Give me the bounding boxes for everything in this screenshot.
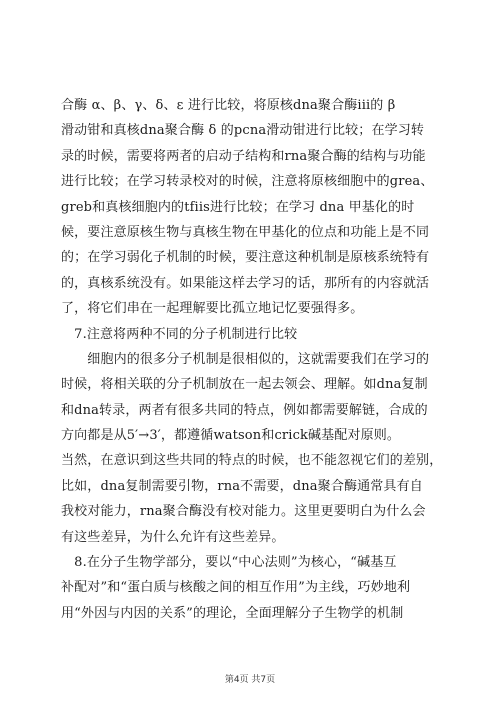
text-line: greb和真核细胞内的tfiis进行比较；在学习 dna 甲基化的时	[61, 199, 415, 215]
page-number-footer: 第4页 共7页	[224, 675, 276, 685]
text-line: 比如，dna复制需要引物，rna不需要，dna聚合酶通常具有自	[61, 478, 423, 494]
text-line: 用“外因与内因的关系”的理论，全面理解分子生物学的机制	[61, 605, 404, 621]
text-line: 进行比较；在学习转录校对的时候，注意将原核细胞中的grea、	[61, 174, 434, 190]
body-text	[61, 93, 446, 626]
text-line: 和dna转录，两者有很多共同的特点，例如都需要解链，合成的	[61, 402, 428, 418]
text-line: 候，要注意原核生物与真核生物在甲基化的位点和功能上是不同	[61, 224, 430, 240]
text-line: 合酶 α、β、γ、δ、ε 进行比较，将原核dna聚合酶iii的 β	[61, 98, 396, 113]
text-line: 补配对”和“蛋白质与核酸之间的相互作用”为主线，巧妙地利	[61, 580, 411, 596]
text-line: 录的时候，需要将两者的启动子结构和rna聚合酶的结构与功能	[61, 148, 426, 164]
text-line: 方向都是从5′→3′，都遵循watson和crick碱基配对原则。	[61, 428, 401, 444]
text-line: 滑动钳和真核dna聚合酶 δ 的pcna滑动钳进行比较；在学习转	[61, 123, 425, 139]
text-line: 了，将它们串在一起理解要比孤立地记忆要强得多。	[61, 301, 364, 317]
text-line: 的，真核系统没有。如果能这样去学习的话，那所有的内容就活	[61, 275, 430, 291]
text-line: 的；在学习弱化子机制的时候，要注意这种机制是原核系统特有	[61, 250, 430, 266]
text-line: 细胞内的很多分子机制是很相似的，这就需要我们在学习的	[61, 351, 430, 367]
section-heading: 7.注意将两种不同的分子机制进行比较	[61, 326, 298, 342]
text-line: 时候，将相关联的分子机制放在一起去领会、理解。如dna复制	[61, 377, 428, 393]
section-heading: 8.在分子生物学部分，要以“中心法则”为核心，“碱基互	[61, 555, 397, 571]
text-line: 有这些差异，为什么允许有这些差异。	[61, 529, 285, 545]
text-line: 我校对能力，rna聚合酶没有校对能力。这里更要明白为什么会	[61, 504, 426, 520]
text-line: 当然，在意识到这些共同的特点的时候，也不能忽视它们的差别，	[61, 453, 443, 469]
